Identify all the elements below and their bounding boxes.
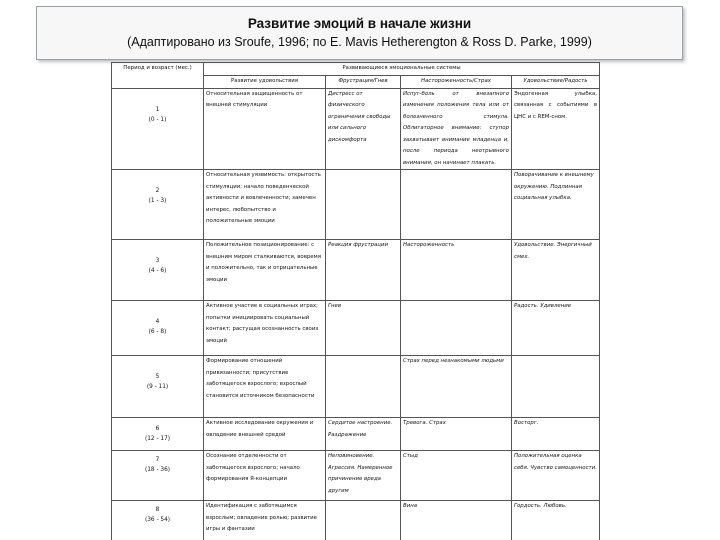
period-cell: [112, 88, 204, 170]
joy-cell: Радость. Удивление: [512, 301, 600, 356]
period-number: 8: [155, 507, 160, 513]
joy-cell: Положительная оценка себя. Чувство самоценности.: [512, 451, 600, 501]
period-cell: [112, 301, 204, 356]
period-age: (12 - 17): [144, 436, 171, 442]
development-cell: Осознание отделенности от заботящегося взрослого; начало формирования Я-концепции: [204, 451, 326, 501]
slide-title: Развитие эмоций в начале жизни: [247, 16, 472, 31]
joy-cell: [512, 356, 600, 418]
period-age: (1 - 3): [148, 198, 167, 204]
development-cell: Активное исследование окружения и овладение внешней средой: [204, 418, 326, 451]
fear-cell: Стыд: [401, 451, 512, 501]
joy-cell: Эндогенная улыбка, связанная с событиями в ЦНС и с REM-сном.: [512, 88, 600, 170]
period-age: (36 - 54): [144, 517, 171, 523]
development-cell: Относительная защищенность от внешней стимуляции: [204, 88, 326, 170]
slide-subtitle: (Адаптировано из Sroufe, 1996; по E. Mavis Hetherengton & Ross D. Parke, 1999): [127, 35, 592, 49]
column-header: Развитие удовольствия: [204, 75, 326, 88]
development-cell: Активное участие в социальных играх; попытки инициировать социальный контакт; растущая осознанность своих эмоций: [204, 301, 326, 356]
period-cell: [112, 418, 204, 451]
period-age: (4 - 6): [148, 268, 167, 274]
joy-cell: Поворачивание к внешнему окружению. Подлинная социальная улыбка.: [512, 170, 600, 240]
fear-cell: Тревога. Страх: [401, 418, 512, 451]
period-cell: [112, 240, 204, 301]
fear-cell: [401, 301, 512, 356]
frustration-cell: [326, 170, 401, 240]
period-age: (18 - 36): [144, 467, 171, 473]
period-age: (6 - 8): [148, 329, 167, 335]
column-header: Удовольствие/Радость: [512, 75, 600, 88]
period-number: 3: [155, 258, 160, 264]
table-row: [112, 301, 600, 356]
joy-cell: Удовольствие. Энергичный смех.: [512, 240, 600, 301]
joy-cell: Восторг.: [512, 418, 600, 451]
column-header: Настороженность/Страх: [401, 75, 512, 88]
table-row: [112, 170, 600, 240]
development-cell: Идентификация с заботящимся взрослым; овладение ролью; развитие игры и фантазии: [204, 501, 326, 540]
joy-cell: Гордость. Любовь.: [512, 501, 600, 540]
frustration-cell: Реакция фрустрации: [326, 240, 401, 301]
table-row: [112, 418, 600, 451]
fear-cell: Вина: [401, 501, 512, 540]
header-period: Период и возраст (мес.): [112, 63, 204, 89]
table-row: [112, 240, 600, 301]
period-number: 6: [155, 426, 160, 432]
emotions-table: [111, 62, 600, 540]
frustration-cell: Дистресс от физического ограничения свободы или сильного дискомфорта: [326, 88, 401, 170]
fear-cell: [401, 170, 512, 240]
period-number: 2: [155, 188, 160, 194]
frustration-cell: Гнев: [326, 301, 401, 356]
period-number: 7: [155, 457, 160, 463]
table-row: [112, 88, 600, 170]
fear-cell: Настороженность: [401, 240, 512, 301]
fear-cell: Страх перед незнакомыми людьми: [401, 356, 512, 418]
period-cell: [112, 501, 204, 540]
period-cell: [112, 451, 204, 501]
period-number: 4: [155, 319, 160, 325]
period-age: (0 - 1): [148, 116, 167, 123]
development-cell: Формирование отношений привязанности; присутствие заботящегося взрослого; взрослый становится источником безопасности: [204, 356, 326, 418]
frustration-cell: Сердитое настроение. Раздражение: [326, 418, 401, 451]
column-header: Фрустрация/Гнев: [326, 75, 401, 88]
period-cell: [112, 170, 204, 240]
period-cell: [112, 356, 204, 418]
table-row: [112, 356, 600, 418]
period-number: 1: [155, 106, 160, 113]
fear-cell: Испуг-боль от внезапного изменения положения тела или от болезненного стимула. Облигаторное внимание: ступор захватывает внимание младенца и, после периода неотрывного внимания, он начинает плакать.: [401, 88, 512, 170]
period-age: (9 - 11): [146, 384, 169, 390]
title-box: [36, 6, 683, 60]
frustration-cell: [326, 501, 401, 540]
header-systems: Развивающиеся эмоциональные системы: [204, 63, 600, 76]
frustration-cell: [326, 356, 401, 418]
table-row: [112, 501, 600, 540]
table-row: [112, 451, 600, 501]
development-cell: Положительное позиционирование: с внешним миром сталкиваются, вовремя и положительно, так и отрицательные эмоции: [204, 240, 326, 301]
period-number: 5: [155, 374, 160, 380]
header-row-1: [112, 63, 600, 76]
development-cell: Относительная уязвимость: открытость стимуляции; начало поведенческой активности и вовлеченности; замечен интерес, любопытство и положительные эмоции: [204, 170, 326, 240]
frustration-cell: Неповиновение. Агрессия. Намеренное причинение вреда другим: [326, 451, 401, 501]
